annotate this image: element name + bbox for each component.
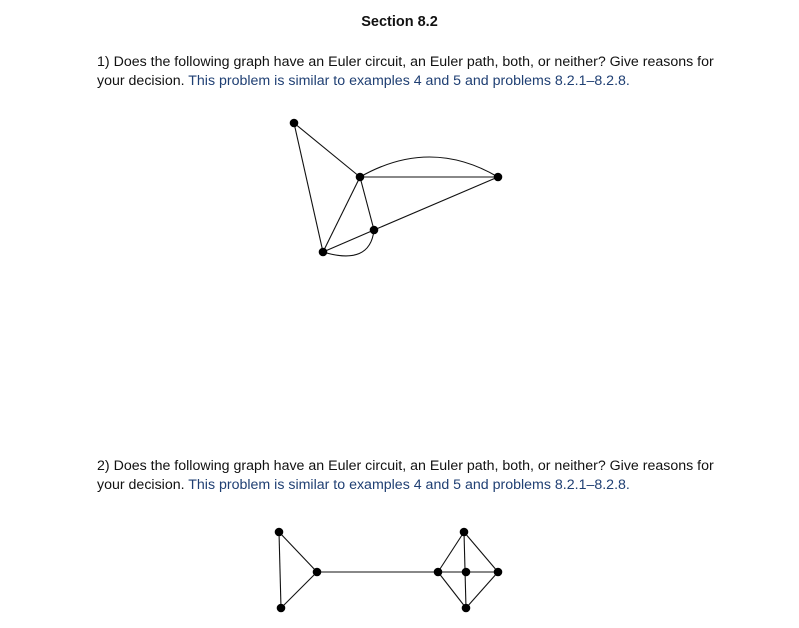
- problem-1-question: Does the following graph have an Euler circuit, an Euler path, both, or neither? Give reasons for your decision.: [97, 54, 714, 89]
- problem-2-number: 2): [97, 458, 110, 474]
- graph-2-edge: [279, 532, 317, 572]
- graph-2-vertex: [462, 568, 471, 577]
- problem-2-question: Does the following graph have an Euler circuit, an Euler path, both, or neither? Give reasons for your decision.: [97, 458, 714, 493]
- problem-2-reference: This problem is similar to examples 4 and 5 and problems 8.2.1–8.2.8.: [188, 477, 630, 493]
- problem-1-reference: This problem is similar to examples 4 and 5 and problems 8.2.1–8.2.8.: [188, 73, 630, 89]
- graph-2-vertex: [462, 604, 471, 613]
- graph-2-edge: [466, 572, 498, 608]
- graph-2-edge: [464, 532, 498, 572]
- graph-2-vertex: [277, 604, 286, 613]
- graph-2-vertex: [494, 568, 503, 577]
- graph-2-edge: [438, 532, 464, 572]
- graph-2-vertex: [460, 528, 469, 537]
- graph-2-vertex: [313, 568, 322, 577]
- graph-2-edge: [281, 572, 317, 608]
- section-title: Section 8.2: [361, 14, 438, 30]
- graph-2-edge: [438, 572, 466, 608]
- graph-2-edge: [279, 532, 281, 608]
- graph-2-vertex: [275, 528, 284, 537]
- graph-2-vertex: [434, 568, 443, 577]
- problem-1-number: 1): [97, 54, 110, 70]
